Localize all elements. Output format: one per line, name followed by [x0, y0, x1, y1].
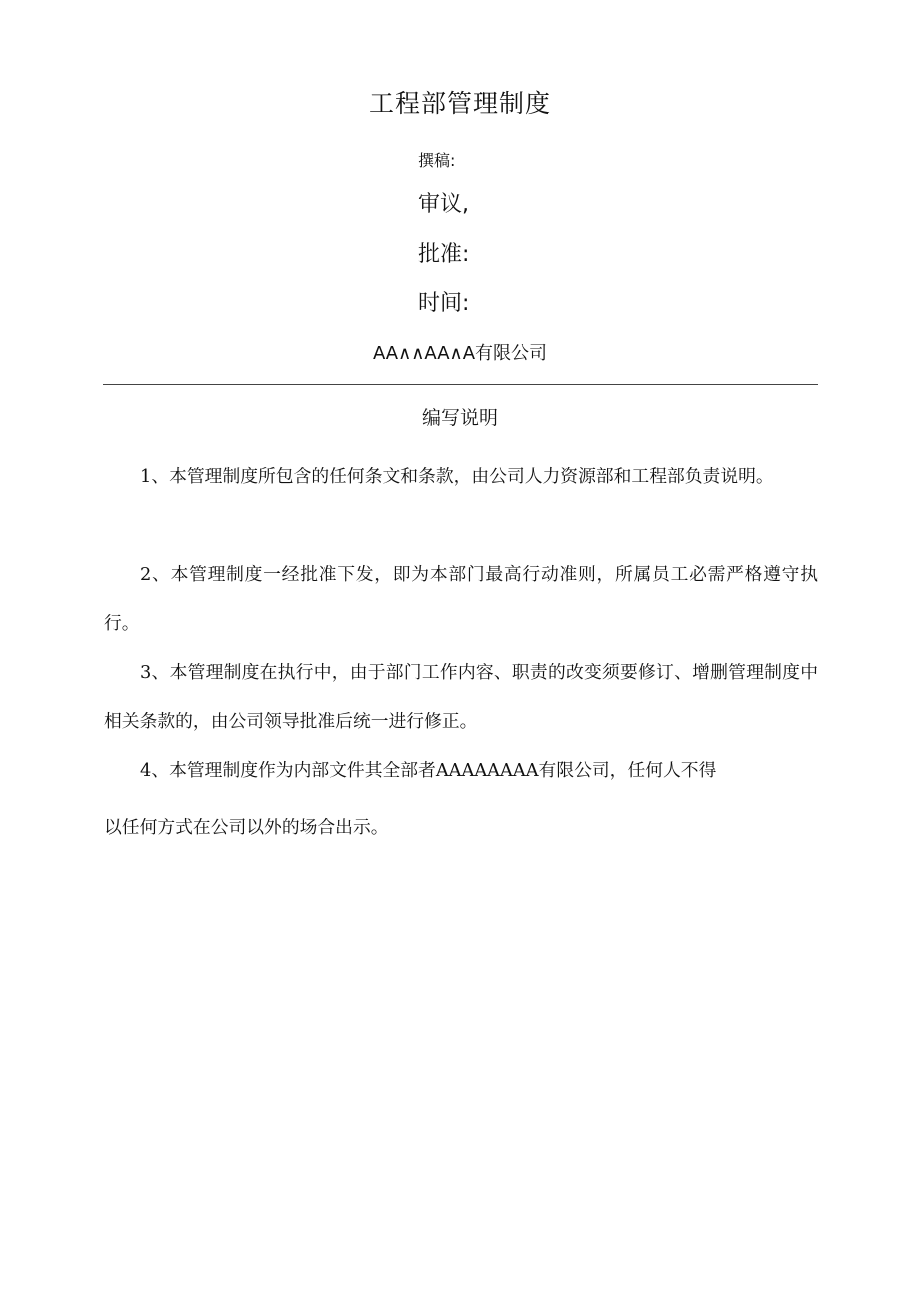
paragraph-3: 3、本管理制度在执行中，由于部门工作内容、职责的改变须要修订、增删管理制度中相关条款的，由公司领导批准后统一进行修正。 — [104, 662, 818, 732]
paragraph-4-line-2: 以任何方式在公司以外的场合出示。 — [104, 817, 389, 838]
paragraph-1: 1、本管理制度所包含的任何条文和条款，由公司人力资源部和工程部负责说明。 — [140, 466, 774, 487]
approve-field-label: 批准: — [418, 242, 470, 267]
company-name: AA∧∧AA∧A有限公司 — [372, 343, 548, 364]
section-heading: 编写说明 — [421, 407, 498, 429]
review-field-label: 审议, — [418, 192, 469, 217]
date-field-label: 时间: — [418, 291, 470, 316]
paragraph-4-line-1: 4、本管理制度作为内部文件其全部者AAAAAAAA有限公司，任何人不得 — [140, 760, 717, 781]
document-title: 工程部管理制度 — [368, 89, 551, 118]
section-divider — [103, 384, 818, 385]
draft-field-label: 撰稿: — [418, 151, 456, 170]
paragraph-2: 2、本管理制度一经批准下发，即为本部门最高行动准则，所属员工必需严格遵守执行。 — [104, 564, 818, 634]
